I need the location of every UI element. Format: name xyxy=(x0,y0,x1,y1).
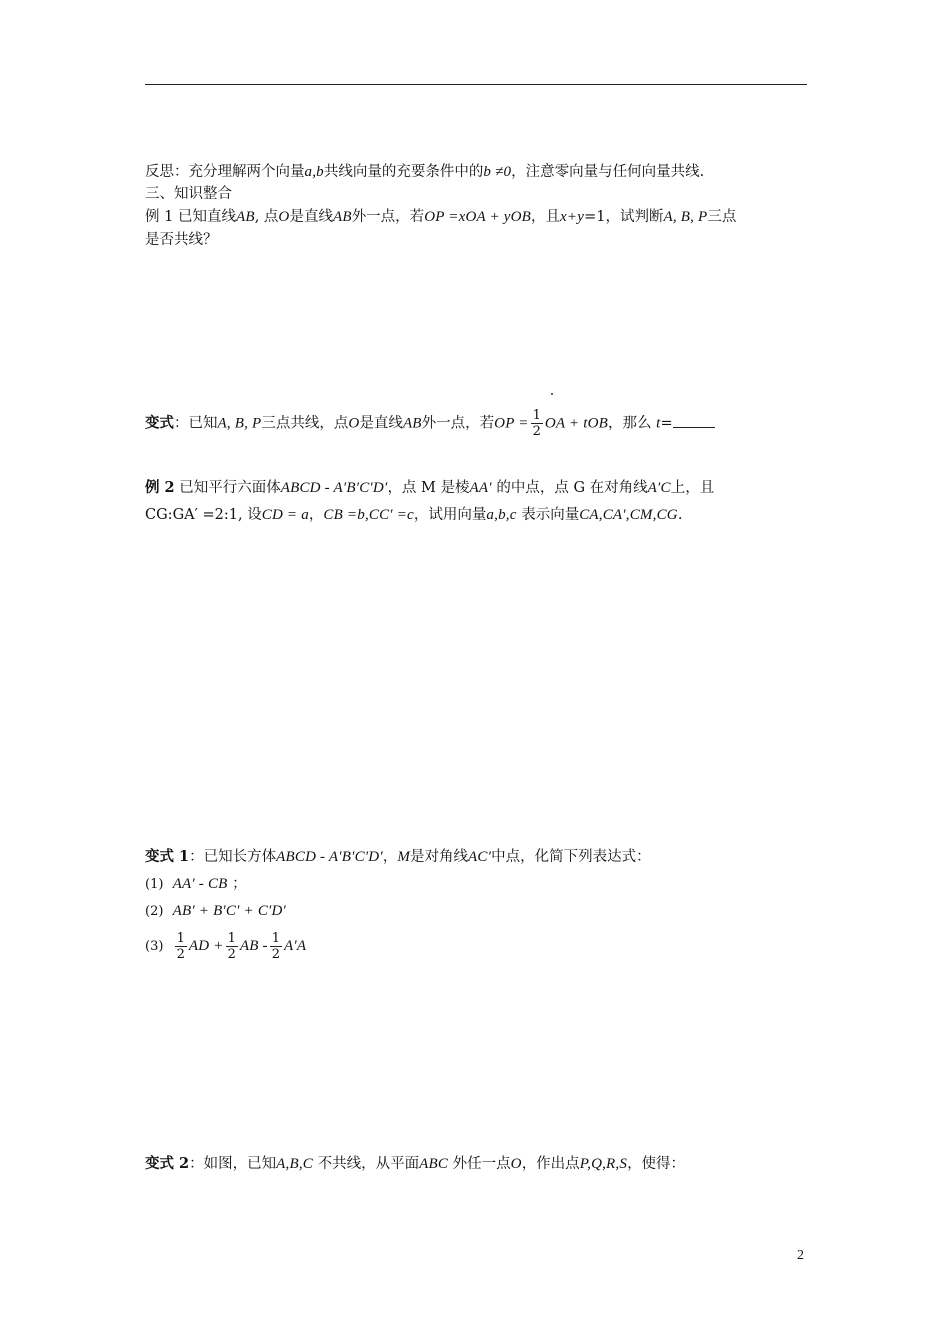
variant1-item-1: (1) AA′ - CB ； xyxy=(145,876,247,892)
example1-line2: 是否共线？ xyxy=(145,232,218,248)
stray-dot xyxy=(551,393,553,395)
variant2-line: 变式 2：如图，已知A,B,C 不共线，从平面ABC 外任一点O，作出点P,Q,R,S，使得： xyxy=(145,1155,686,1172)
example1-equation: OP =xOA + yOB xyxy=(424,209,532,225)
example1-line1: 例 1 已知直线AB, 点O是直线AB外一点，若OP =xOA + yOB，且x+y=1，试判断A, B, P三点 xyxy=(145,209,737,225)
example2-line2: CG:GA′ =2:1, 设CD = a，CB =b,CC′ =c，试用向量a,b,c 表示向量CA,CA′,CM,CG. xyxy=(145,507,683,523)
answer-blank xyxy=(673,413,715,428)
header-rule xyxy=(145,84,807,85)
variant1-item-2: (2) AB′ + B′C′ + C′D′ xyxy=(145,903,287,919)
variant1-line: 变式 1：已知长方体ABCD - A′B′C′D′，M是对角线AC′中点，化简下列表达式： xyxy=(145,848,651,865)
example2-line1: 例 2 已知平行六面体ABCD - A′B′C′D′，点 M 是棱AA′ 的中点，点 G 在对角线A′C上，且 xyxy=(145,479,715,496)
variant0-line: 变式：已知A, B, P三点共线，点O是直线AB外一点，若OP = $\frac{1}{2}$ OA + tOB，那么 t= xyxy=(145,408,715,439)
section-heading: 三、知识整合 xyxy=(145,186,232,202)
reflection-line: 反思：充分理解两个向量a,b共线向量的充要条件中的b ≠0，注意零向量与任何向量共线. xyxy=(145,164,705,180)
fraction-half: $\frac{1}{2}$ xyxy=(532,408,541,439)
page-number: 2 xyxy=(797,1248,804,1263)
variant1-item-3: (3) $\frac{1}{2}$ AD + $\frac{1}{2}$ AB - $\frac{1}{2}$ A′A xyxy=(145,930,307,962)
